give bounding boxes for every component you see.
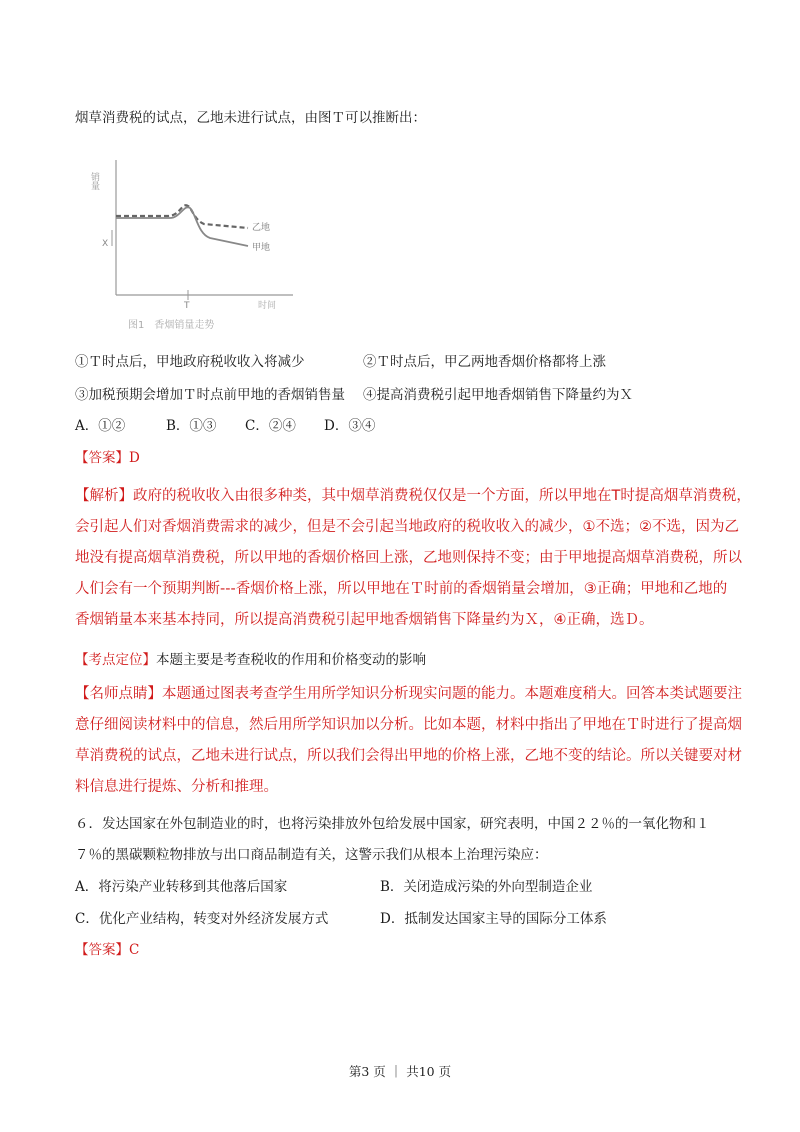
q6-option-a: A．将污染产业转移到其他落后国家 [75,879,288,895]
sales-trend-figure [88,150,308,340]
option-c: C．②④ [245,418,296,434]
answer-1 [75,446,140,466]
kaodian-text: 本题主要是考查税收的作用和价格变动的影响 [156,652,426,668]
statement-3: ③加税预期会增加Ｔ时点前甲地的香烟销售量 [75,387,345,403]
t-tick-label: T [184,301,190,311]
statement-1: ①Ｔ时点后，甲地政府税收收入将减少 [75,354,305,370]
teacher-line-4: 料信息进行提炼、分析和推理。 [75,779,278,795]
question6-line-1: ６．发达国家在外包制造业的时，也将污染排放外包给发展中国家，研究表明，中国２２％的一氧化物和１ [75,816,710,832]
q6-option-d: D．抵制发达国家主导的国际分工体系 [380,911,607,927]
option-a: A．①② [75,418,126,434]
analysis-line-4: 人们会有一个预期判断---香烟价格上涨，所以甲地在Ｔ时前的香烟销量会增加，③正确；甲地和乙地的 [75,581,728,597]
series-yi-line [116,205,248,228]
teacher-text-1: 本题通过图表考查学生用所学知识分析现实问题的能力。本题难度稍大。回答本类试题要注 [162,686,742,702]
series-yi-label: 乙地 [252,223,271,233]
intro-line: 烟草消费税的试点，乙地未进行试点，由图Ｔ可以推断出： [75,110,426,126]
analysis-text-1: 政府的税收收入由很多种类，其中烟草消费税仅仅是一个方面，所以甲地在T时提高烟草消费税， [133,488,751,504]
statement-4: ④提高消费税引起甲地香烟销售下降量约为Ｘ [363,387,633,403]
teacher-line-3: 草消费税的试点，乙地未进行试点，所以我们会得出甲地的价格上涨，乙地不变的结论。所以关键要对材 [75,748,742,764]
kaodian-tag: 【考点定位】 [75,652,156,668]
analysis-line-3: 地没有提高烟草消费税，所以甲地的香烟价格回上涨，乙地则保持不变；由于甲地提高烟草消费税，所以 [75,550,742,566]
y-axis-label: 销量 [89,172,99,190]
q6-option-c: C．优化产业结构，转变对外经济发展方式 [75,911,329,927]
question6-line-2: ７％的黑碳颗粒物排放与出口商品制造有关，这警示我们从根本上治理污染应： [75,847,548,863]
teacher-line-2: 意仔细阅读材料中的信息，然后用所学知识加以分析。比如本题，材料中指出了甲地在Ｔ时进行了提高烟 [75,717,742,733]
page-footer: 第3 页 ｜ 共10 页 [348,1064,452,1079]
analysis-line-1 [75,484,751,505]
option-b: B．①③ [166,418,217,434]
teacher-line-1 [75,682,742,703]
figure-caption: 图1 香烟销量走势 [128,320,215,331]
statement-2: ②Ｔ时点后，甲乙两地香烟价格都将上涨 [363,354,606,370]
answer-1-value: D [129,450,140,466]
analysis-line-5: 香烟销量本来基本持同，所以提高消费税引起甲地香烟销售下降量约为Ｘ，④正确，选Ｄ。 [75,612,654,628]
answer-1-tag: 【答案】 [75,450,129,466]
teacher-tag: 【名师点睛】 [75,686,162,702]
x-axis-label: 时间 [258,301,277,311]
kaodian [75,648,426,668]
answer-2-tag: 【答案】 [75,942,129,958]
answer-2-value: C [129,942,140,958]
x-marker: X [102,239,109,249]
analysis-line-2: 会引起人们对香烟消费需求的减少，但是不会引起当地政府的税收收入的减少，①不选；②不选，因为乙 [75,519,739,535]
q6-option-b: B．关闭造成污染的外向型制造企业 [380,879,593,895]
option-d: D．③④ [324,418,376,434]
answer-2 [75,938,139,958]
series-jia-label: 甲地 [252,243,271,253]
analysis-tag: 【解析】 [75,488,133,504]
